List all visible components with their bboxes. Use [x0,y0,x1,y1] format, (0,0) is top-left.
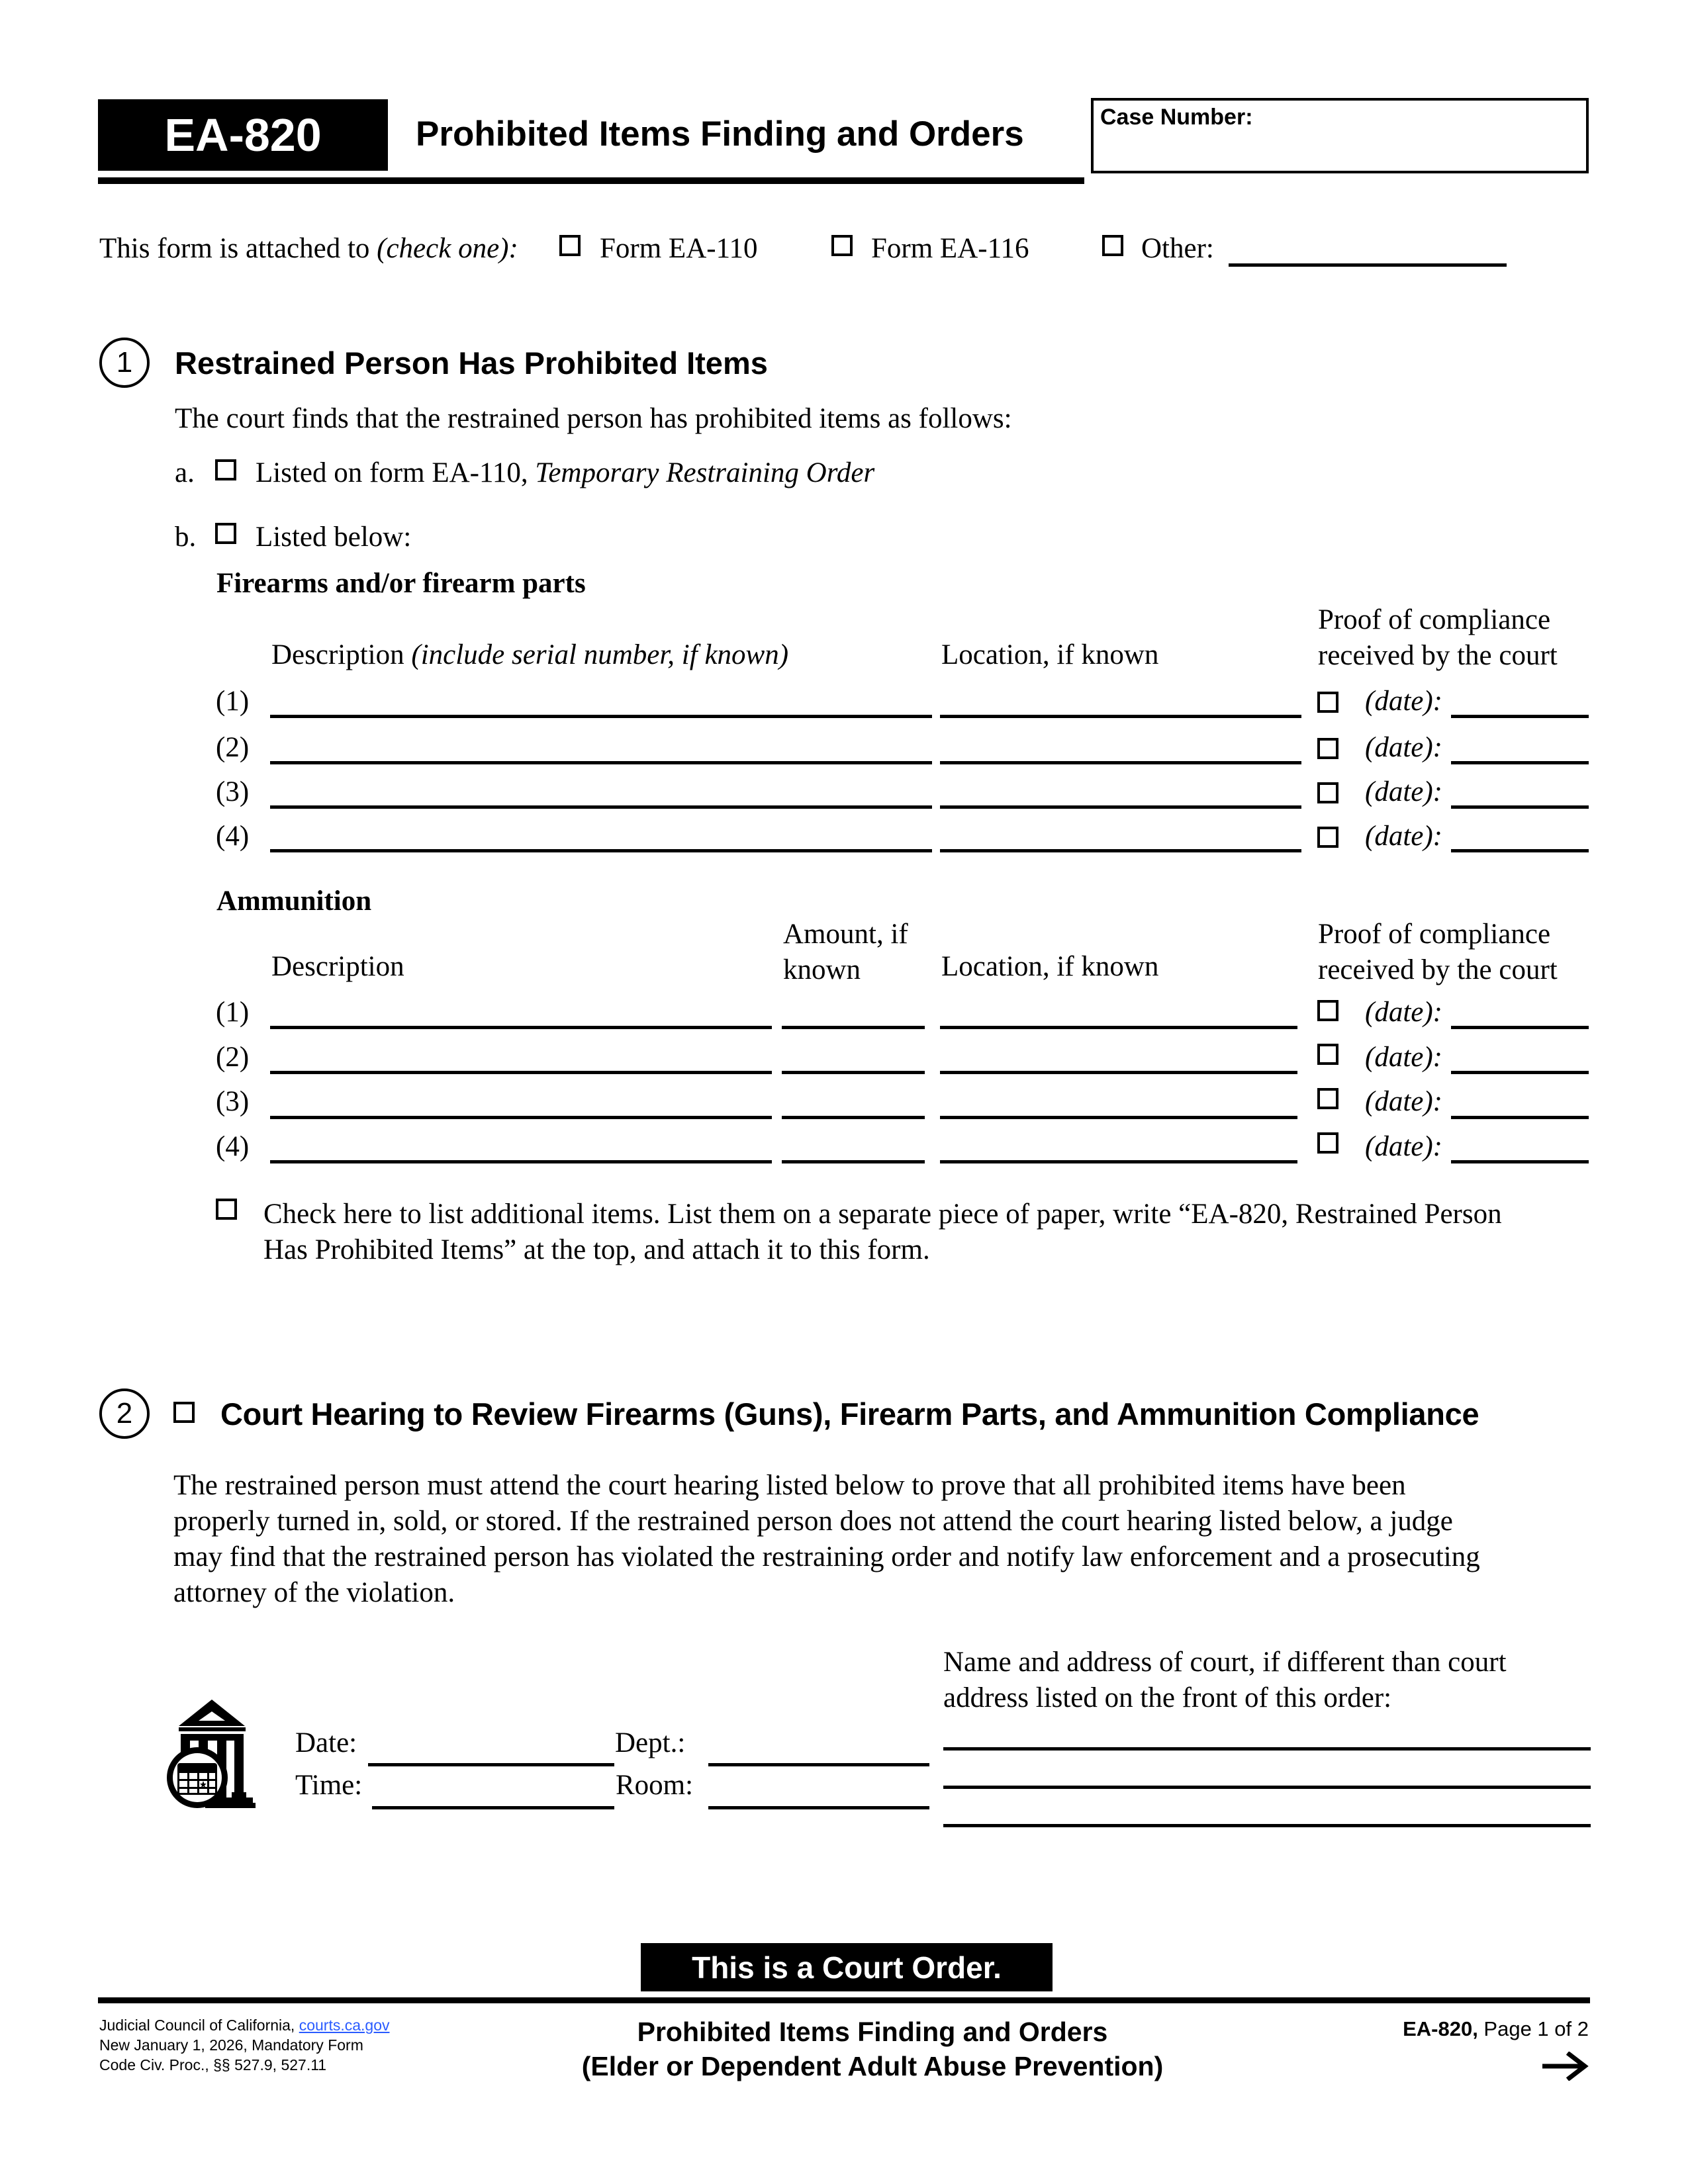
hearing-dept-label: Dept.: [615,1727,686,1758]
firearm-proof-checkbox[interactable] [1317,827,1338,848]
option-form-ea110-label: Form EA-110 [600,233,758,264]
date-label: (date): [1365,1131,1442,1162]
firearm-location-input[interactable] [940,849,1301,852]
option-a-label: Listed on form EA-110, Temporary Restraining Order [256,457,875,488]
row-number: (3) [216,1086,250,1117]
row-number: (2) [216,732,250,763]
option-other-label: Other: [1141,233,1214,264]
ammunition-amount-input[interactable] [782,1026,925,1029]
firearm-date-input[interactable] [1451,715,1589,718]
form-id: EA-820 [164,109,322,161]
section-1-title: Restrained Person Has Prohibited Items [175,345,768,381]
section-2-title: Court Hearing to Review Firearms (Guns), Firearm Parts, and Ammunition Compliance [220,1396,1479,1432]
date-label: (date): [1365,776,1442,807]
ammunition-proof-checkbox[interactable] [1317,1000,1338,1021]
date-label: (date): [1365,821,1442,852]
form-id-block [98,99,388,171]
hearing-time-input[interactable] [372,1806,614,1809]
arrow-right-icon [1542,2052,1589,2081]
date-label: (date): [1365,1042,1442,1073]
checkbox-option-a[interactable] [215,459,236,480]
ammunition-description-input[interactable] [270,1071,772,1074]
attached-to-label: This form is attached to (check one): [99,233,518,264]
firearm-date-input[interactable] [1451,805,1589,809]
hearing-date-input[interactable] [368,1763,614,1766]
checkbox-section-2[interactable] [173,1402,195,1423]
section-1-number: 1 [99,338,150,388]
row-number: (3) [216,776,250,807]
courthouse-calendar-icon [165,1700,265,1819]
checkbox-other[interactable] [1102,235,1123,256]
firearm-proof-checkbox[interactable] [1317,782,1338,803]
ammunition-amount-input[interactable] [782,1116,925,1119]
hearing-date-label: Date: [295,1727,357,1758]
row-number: (4) [216,1131,250,1162]
firearm-date-input[interactable] [1451,761,1589,764]
ammunition-location-input[interactable] [940,1071,1297,1074]
header-rule [98,177,1084,184]
other-input[interactable] [1229,263,1507,267]
hearing-dept-input[interactable] [708,1763,929,1766]
ammunition-proof-checkbox[interactable] [1317,1132,1338,1154]
footer-page-info: EA-820, Page 1 of 2 [1403,2017,1589,2040]
firearm-proof-checkbox[interactable] [1317,692,1338,713]
ammunition-col-description: Description [271,951,404,982]
row-number: (2) [216,1042,250,1073]
additional-items-text: Check here to list additional items. List them on a separate piece of paper, write “EA-820, Restrained Person Has Prohibited Items” at the top, and attach it to this form. [263,1199,1502,1265]
hearing-room-input[interactable] [708,1806,929,1809]
firearms-col-description: Description (include serial number, if known) [271,639,789,670]
ammunition-date-input[interactable] [1451,1071,1589,1074]
date-label: (date): [1365,997,1442,1028]
option-a-letter: a. [175,457,195,488]
checkbox-option-b[interactable] [215,523,236,544]
ammunition-date-input[interactable] [1451,1160,1589,1163]
firearms-heading: Firearms and/or firearm parts [216,568,586,599]
ammunition-proof-checkbox[interactable] [1317,1088,1338,1109]
case-number-box[interactable] [1091,98,1589,173]
row-number: (1) [216,686,250,717]
case-number-label: Case Number: [1100,105,1253,130]
court-address-label: Name and address of court, if different than court address listed on the front of this order: [943,1647,1507,1713]
checkbox-additional-items[interactable] [216,1199,237,1220]
firearm-location-input[interactable] [940,805,1301,809]
firearm-description-input[interactable] [270,761,932,764]
firearm-location-input[interactable] [940,715,1301,718]
court-address-line-1[interactable] [943,1747,1591,1751]
row-number: (4) [216,821,250,852]
ammunition-amount-input[interactable] [782,1071,925,1074]
ammunition-location-input[interactable] [940,1026,1297,1029]
ammunition-heading: Ammunition [216,886,372,917]
checkbox-form-ea116[interactable] [831,235,853,256]
ammunition-proof-checkbox[interactable] [1317,1044,1338,1065]
firearm-proof-checkbox[interactable] [1317,738,1338,759]
hearing-room-label: Room: [616,1770,694,1801]
ammunition-date-input[interactable] [1451,1026,1589,1029]
firearm-description-input[interactable] [270,805,932,809]
ammunition-col-proof: Proof of compliance received by the court [1318,919,1558,985]
form-title: Prohibited Items Finding and Orders [416,114,1024,154]
ammunition-description-input[interactable] [270,1160,772,1163]
firearms-col-location: Location, if known [941,639,1159,670]
firearm-date-input[interactable] [1451,849,1589,852]
ammunition-location-input[interactable] [940,1116,1297,1119]
firearms-col-proof: Proof of compliance received by the court [1318,604,1558,671]
row-number: (1) [216,997,250,1028]
court-order-banner: This is a Court Order. [641,1943,1053,1991]
section-2-number: 2 [99,1388,150,1439]
firearm-description-input[interactable] [270,715,932,718]
ammunition-description-input[interactable] [270,1026,772,1029]
ammunition-location-input[interactable] [940,1160,1297,1163]
date-label: (date): [1365,732,1442,763]
footer-center: Prohibited Items Finding and Orders (Elder or Dependent Adult Abuse Prevention) [581,2017,1164,2081]
section-2-body: The restrained person must attend the court hearing listed below to prove that all prohibited items have been properly turned in, sold, or stored. If the restrained person does not attend the court hearing listed below, a judge may find that the restrained person has violated the restraining order and notify law enforcement and a prosecuting attorney of the violation. [173,1470,1480,1608]
option-form-ea116-label: Form EA-116 [871,233,1029,264]
ammunition-description-input[interactable] [270,1116,772,1119]
option-b-letter: b. [175,522,197,553]
ammunition-col-location: Location, if known [941,951,1159,982]
option-b-label: Listed below: [256,522,412,553]
date-label: (date): [1365,1086,1442,1117]
ammunition-amount-input[interactable] [782,1160,925,1163]
checkbox-form-ea110[interactable] [559,235,581,256]
firearm-location-input[interactable] [940,761,1301,764]
hearing-time-label: Time: [295,1770,363,1801]
footer-rule [98,1997,1590,2003]
section-1-intro: The court finds that the restrained person has prohibited items as follows: [175,403,1012,434]
footer-left: Judicial Council of California, courts.ca.gov New January 1, 2026, Mandatory Form Code Civ. Proc., §§ 527.9, 527.11 [99,2017,390,2073]
court-address-line-3[interactable] [943,1824,1591,1827]
court-address-line-2[interactable] [943,1786,1591,1789]
courts-ca-gov-link[interactable]: courts.ca.gov [299,2017,390,2034]
ammunition-date-input[interactable] [1451,1116,1589,1119]
firearm-description-input[interactable] [270,849,932,852]
date-label: (date): [1365,686,1442,717]
ammunition-col-amount: Amount, if known [783,919,908,985]
